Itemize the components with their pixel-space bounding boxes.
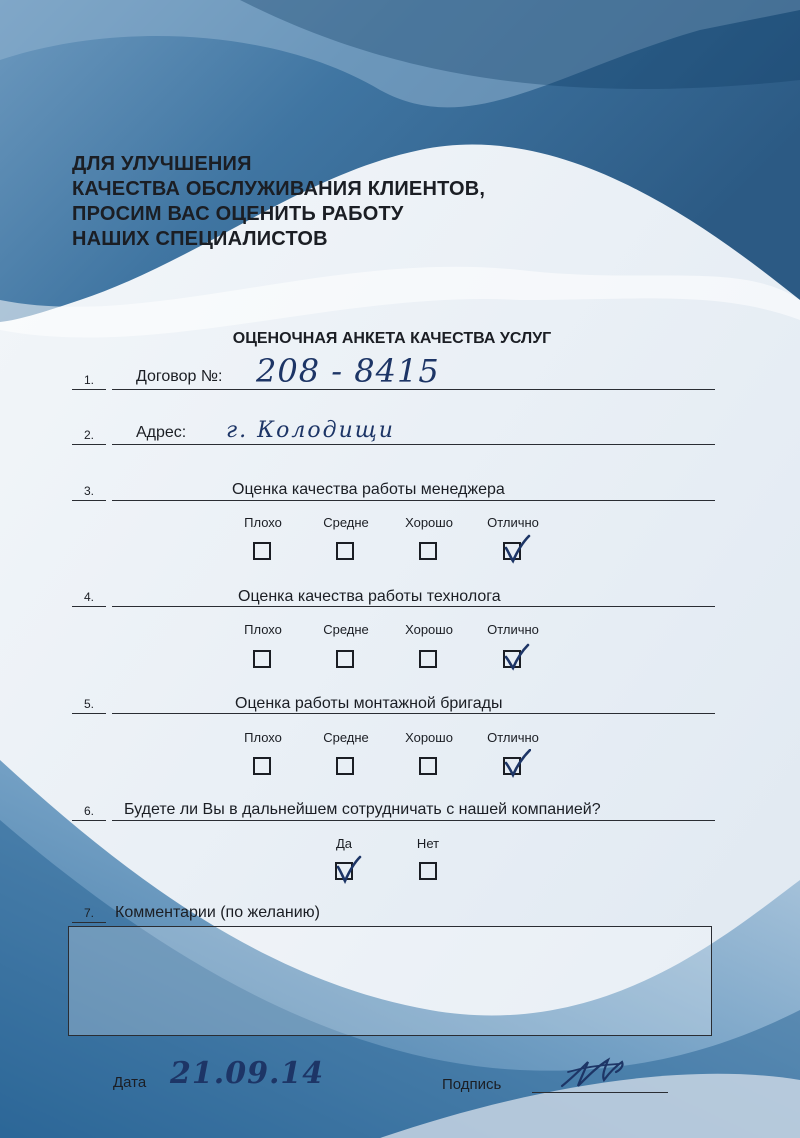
crew-checkbox-bad[interactable] <box>253 757 271 775</box>
item-number-underline <box>72 713 106 714</box>
item-number: 3. <box>84 484 95 498</box>
crew-rating-label: Оценка работы монтажной бригады <box>235 695 503 712</box>
date-label: Дата <box>113 1074 147 1091</box>
manager-rating-line <box>112 500 715 501</box>
option-label-good: Хорошо <box>405 622 453 637</box>
intro-heading <box>72 152 485 252</box>
item-number: 4. <box>84 590 95 604</box>
option-label-excellent: Отлично <box>487 730 539 745</box>
date-handwritten[interactable]: 21.09.14 <box>170 1056 325 1091</box>
cooperate-question-label: Будете ли Вы в дальнейшем сотрудничать с нашей компанией? <box>124 801 601 818</box>
technologist-checkbox-excellent[interactable] <box>503 650 521 668</box>
manager-rating-label: Оценка качества работы менеджера <box>232 481 505 498</box>
option-label-bad: Плохо <box>244 730 282 745</box>
manager-checkbox-excellent[interactable] <box>503 542 521 560</box>
crew-checkbox-good[interactable] <box>419 757 437 775</box>
item-number: 7. <box>84 906 95 920</box>
technologist-checkbox-good[interactable] <box>419 650 437 668</box>
item-number: 5. <box>84 697 95 711</box>
intro-heading-line: ДЛЯ УЛУЧШЕНИЯ <box>72 153 252 175</box>
intro-heading-line: КАЧЕСТВА ОБСЛУЖИВАНИЯ КЛИЕНТОВ, <box>72 178 486 200</box>
comments-textarea[interactable] <box>68 926 712 1036</box>
cooperate-question-line <box>112 820 715 821</box>
item-number: 2. <box>84 428 95 442</box>
manager-checkbox-good[interactable] <box>419 542 437 560</box>
option-label-bad: Плохо <box>244 622 282 637</box>
intro-heading-line: НАШИХ СПЕЦИАЛИСТОВ <box>72 228 328 250</box>
option-label-good: Хорошо <box>405 515 453 530</box>
technologist-rating-line <box>112 606 715 607</box>
signature-label: Подпись <box>442 1076 502 1093</box>
item-number-underline <box>72 922 106 923</box>
option-label-average: Средне <box>323 622 369 637</box>
form-title-text: ОЦЕНОЧНАЯ АНКЕТА КАЧЕСТВА УСЛУГ <box>232 330 552 347</box>
option-label-excellent: Отлично <box>487 515 539 530</box>
check-mark-icon <box>335 854 363 884</box>
item-number-underline <box>72 500 106 501</box>
item-number: 1. <box>84 373 95 387</box>
item-number-underline <box>72 444 106 445</box>
manager-checkbox-bad[interactable] <box>253 542 271 560</box>
item-number-underline <box>72 820 106 821</box>
manager-checkbox-average[interactable] <box>336 542 354 560</box>
check-mark-icon <box>503 534 531 564</box>
check-mark-icon <box>503 749 531 779</box>
cooperate-checkbox-yes[interactable] <box>335 862 353 880</box>
technologist-rating-label: Оценка качества работы технолога <box>238 588 501 605</box>
comments-label: Комментарии (по желанию) <box>115 904 320 921</box>
item-number-underline <box>72 606 106 607</box>
technologist-checkbox-bad[interactable] <box>253 650 271 668</box>
intro-heading-line: ПРОСИМ ВАС ОЦЕНИТЬ РАБОТУ <box>72 203 404 225</box>
option-label-average: Средне <box>323 730 369 745</box>
technologist-checkbox-average[interactable] <box>336 650 354 668</box>
crew-checkbox-average[interactable] <box>336 757 354 775</box>
crew-checkbox-excellent[interactable] <box>503 757 521 775</box>
address-label: Адрес: <box>136 424 187 441</box>
option-label-yes: Да <box>335 836 353 851</box>
cooperate-checkbox-no[interactable] <box>419 862 437 880</box>
contract-field-line <box>112 389 715 390</box>
option-label-average: Средне <box>323 515 369 530</box>
option-label-no: Нет <box>416 836 440 851</box>
contract-label: Договор №: <box>136 368 223 385</box>
address-field-line <box>112 444 715 445</box>
option-label-good: Хорошо <box>405 730 453 745</box>
address-handwritten[interactable]: г. Колодищи <box>226 418 395 443</box>
signature-line <box>532 1092 668 1093</box>
item-number: 6. <box>84 804 95 818</box>
check-mark-icon <box>503 642 531 672</box>
option-label-excellent: Отлично <box>487 622 539 637</box>
contract-number-handwritten[interactable]: 208 - 8415 <box>256 352 440 390</box>
crew-rating-line <box>112 713 715 714</box>
form-title <box>0 330 800 348</box>
item-number-underline <box>72 389 106 390</box>
option-label-bad: Плохо <box>244 515 282 530</box>
handwritten-signature[interactable] <box>558 1052 628 1092</box>
